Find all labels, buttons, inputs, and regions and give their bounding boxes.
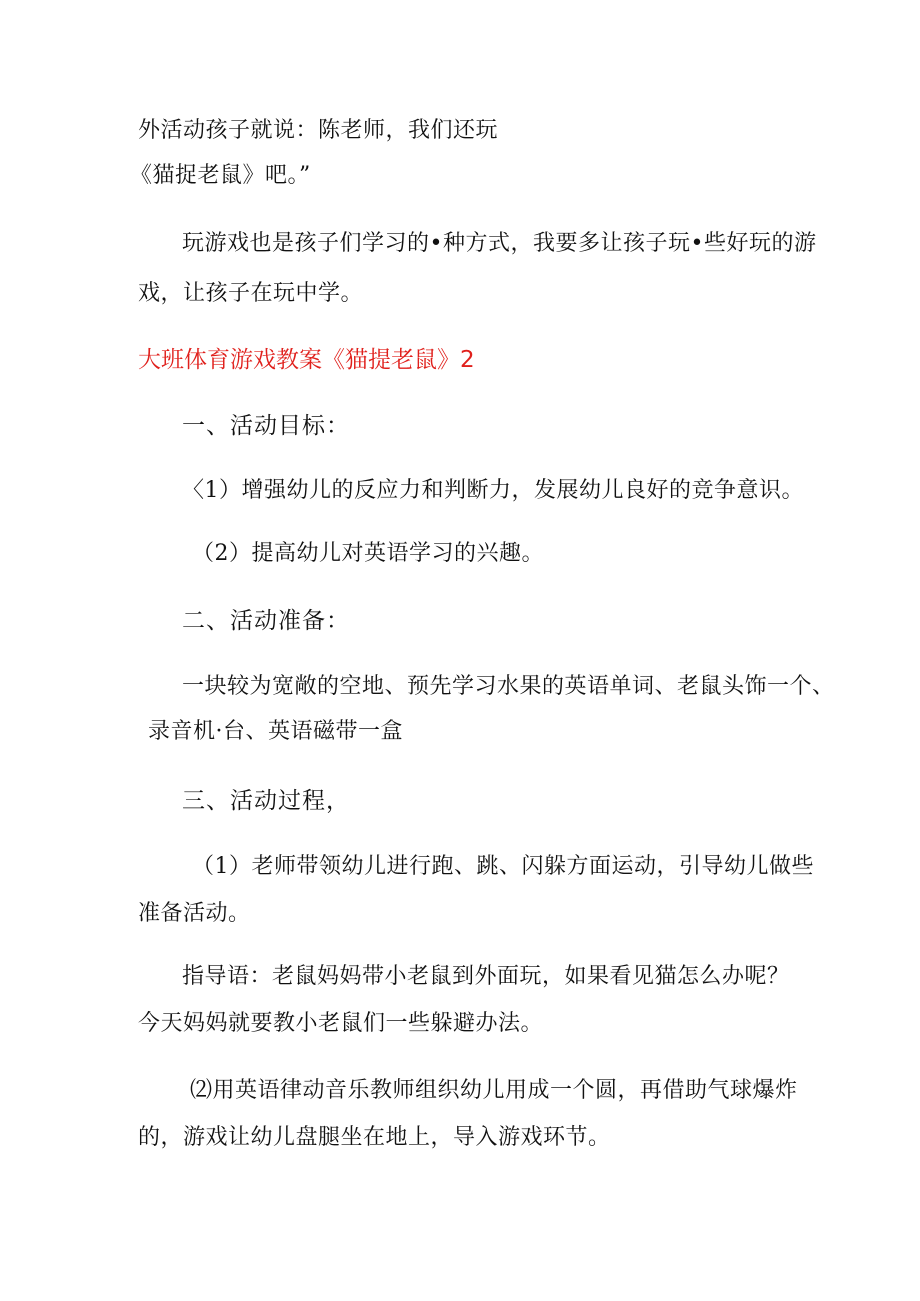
section-heading-preparation: 二、活动准备： [182, 608, 350, 634]
paragraph-line: 戏，让孩子在玩中学。 [138, 281, 364, 306]
paragraph-line: 玩游戏也是孩子们学习的•种方式，我要多让孩子玩•些好玩的游 [182, 231, 817, 256]
list-item: （2）提高幼儿对英语学习的兴趣。 [192, 541, 544, 566]
paragraph-line: 准备活动。 [138, 901, 251, 926]
paragraph-line: 外活动孩子就说：陈老师，我们还玩 [138, 118, 499, 143]
section-heading-process: 三、活动过程， [182, 788, 350, 814]
paragraph-line: 的，游戏让幼儿盘腿坐在地上，导入游戏环节。 [138, 1125, 611, 1150]
paragraph-line: 指导语：老鼠妈妈带小老鼠到外面玩，如果看见猫怎么办呢？ [182, 964, 790, 989]
paragraph-line: 一块较为宽敞的空地、预先学习水果的英语单词、老鼠头饰一个、 [182, 674, 835, 699]
paragraph-line: 今天妈妈就要教小老鼠们一些躲避办法。 [138, 1011, 544, 1036]
list-item: （1）老师带领幼儿进行跑、跳、闪躲方面运动，引导幼儿做些 [192, 854, 814, 879]
document-title: 大班体育游戏教案《猫提老鼠》2 [138, 347, 475, 373]
paragraph-line: 《猫捉老鼠》吧。” [130, 163, 311, 188]
list-item: ⑵用英语律动音乐教师组织幼儿用成一个圆，再借助气球爆炸 [190, 1078, 798, 1103]
paragraph-line: 录音机·台、英语磁带一盒 [148, 719, 403, 744]
section-heading-goals: 一、活动目标： [182, 413, 350, 439]
list-item: 〈1）增强幼儿的反应力和判断力，发展幼儿良好的竞争意识。 [182, 478, 804, 503]
